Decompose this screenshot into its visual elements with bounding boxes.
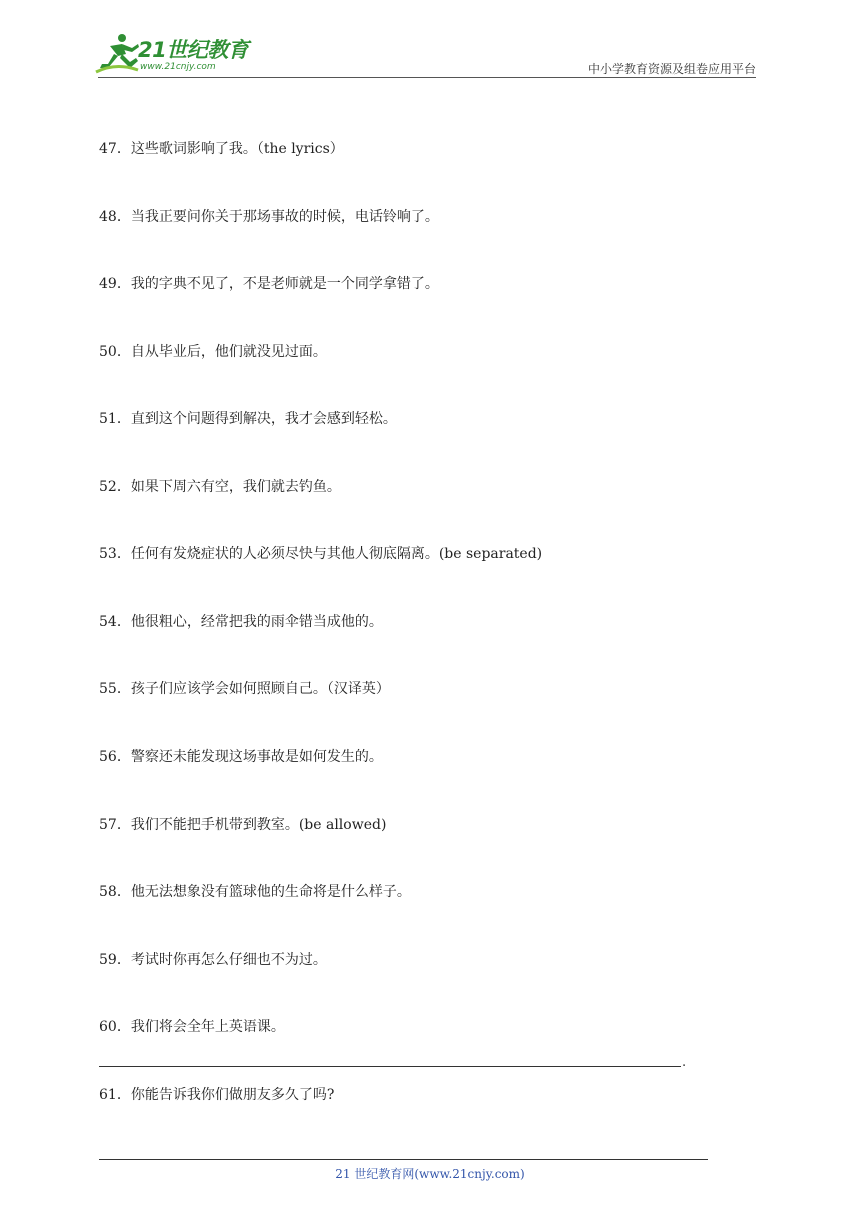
question-text: 你能告诉我你们做朋友多久了吗? — [130, 1087, 335, 1103]
logo-url: www.21cnjy.com — [140, 62, 216, 72]
question-text: 这些歌词影响了我。（the lyrics） — [130, 141, 344, 157]
question-text: 警察还未能发现这场事故是如何发生的。 — [130, 749, 383, 765]
question-number: 56． — [99, 749, 131, 765]
question-text: 直到这个问题得到解决，我才会感到轻松。 — [130, 411, 397, 427]
answer-line[interactable] — [99, 1066, 681, 1067]
question-text: 考试时你再怎么仔细也不为过。 — [130, 952, 327, 968]
logo-text: 21世纪教育 — [138, 38, 249, 62]
question-item — [99, 478, 341, 496]
question-number: 53． — [99, 546, 131, 562]
question-text: 自从毕业后，他们就没见过面。 — [130, 344, 327, 360]
question-text: 他无法想象没有篮球他的生命将是什么样子。 — [130, 884, 411, 900]
question-item — [99, 343, 327, 361]
question-item — [99, 1018, 285, 1036]
question-text: 我的字典不见了，不是老师就是一个同学拿错了。 — [130, 276, 439, 292]
question-item — [99, 140, 344, 158]
question-number: 52． — [99, 479, 131, 495]
header-divider — [98, 77, 756, 78]
question-text: 当我正要问你关于那场事故的时候，电话铃响了。 — [130, 209, 439, 225]
logo — [92, 32, 262, 78]
question-item — [99, 748, 383, 766]
question-item — [99, 816, 386, 834]
question-item — [99, 680, 390, 698]
question-text: 他很粗心，经常把我的雨伞错当成他的。 — [130, 614, 383, 630]
question-text: 任何有发烧症状的人必须尽快与其他人彻底隔离。(be separated) — [130, 546, 543, 562]
question-number: 51． — [99, 411, 131, 427]
question-number: 58． — [99, 884, 131, 900]
question-number: 55． — [99, 681, 131, 697]
question-item — [99, 613, 383, 631]
footer-divider — [99, 1159, 708, 1160]
question-item — [99, 410, 397, 428]
page-header — [0, 0, 860, 80]
question-item — [99, 883, 411, 901]
runner-logo-icon — [92, 32, 140, 76]
question-number: 47． — [99, 141, 131, 157]
question-number: 49． — [99, 276, 131, 292]
question-item — [99, 1086, 334, 1104]
question-text: 我们将会全年上英语课。 — [130, 1019, 285, 1035]
footer-text[interactable]: 21 世纪教育网(www.21cnjy.com) — [335, 1167, 525, 1181]
question-number: 59． — [99, 952, 131, 968]
question-item — [99, 275, 439, 293]
question-text: 我们不能把手机带到教室。(be allowed) — [130, 817, 387, 833]
question-item — [99, 545, 542, 563]
question-number: 50． — [99, 344, 131, 360]
question-item — [99, 951, 327, 969]
question-number: 57． — [99, 817, 131, 833]
question-text: 如果下周六有空，我们就去钓鱼。 — [130, 479, 341, 495]
question-number: 61． — [99, 1087, 131, 1103]
question-number: 54． — [99, 614, 131, 630]
question-number: 48． — [99, 209, 131, 225]
platform-title: 中小学教育资源及组卷应用平台 — [587, 62, 756, 76]
question-number: 60． — [99, 1019, 131, 1035]
question-item — [99, 208, 439, 226]
question-text: 孩子们应该学会如何照顾自己。（汉译英） — [130, 681, 390, 697]
answer-line-end: . — [682, 1055, 687, 1070]
